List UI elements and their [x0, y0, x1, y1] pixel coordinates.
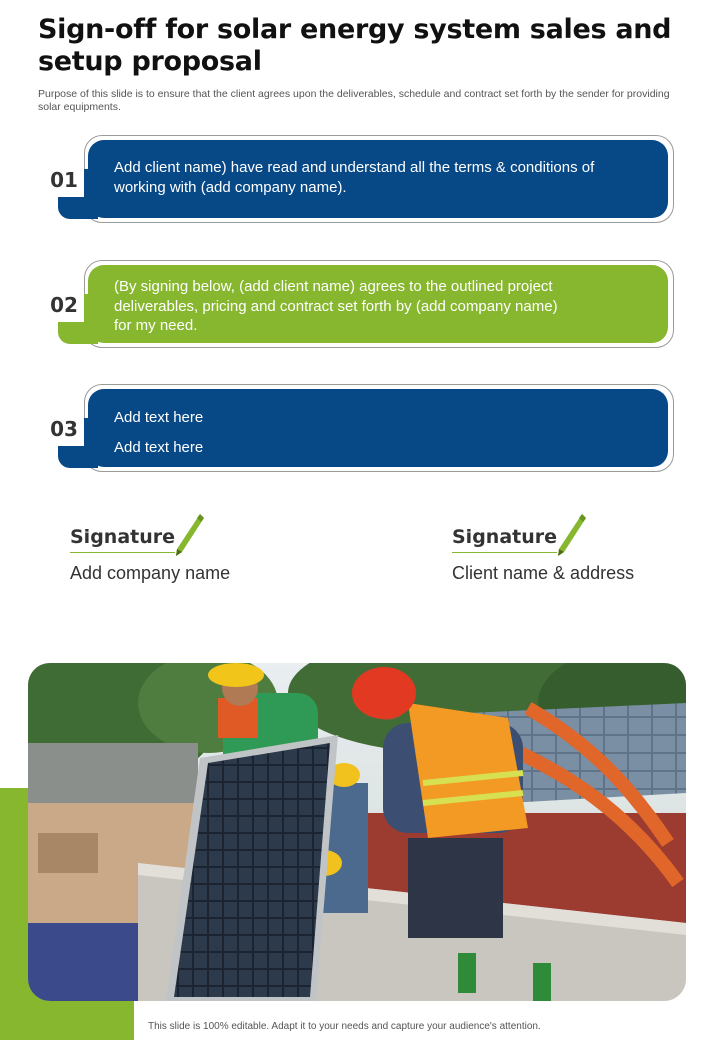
- photo-illustration: [28, 663, 686, 1001]
- page-subtitle: Purpose of this slide is to ensure that the client agrees upon the deliverables, schedule and contract set forth by the sender for providing solar equipments.: [38, 88, 670, 113]
- item-number: 03: [44, 412, 84, 446]
- signature-client: [452, 512, 720, 584]
- item-text-line: (By signing below, (add client name) agrees to the outlined project: [114, 278, 553, 295]
- signature-label: Signature: [452, 526, 557, 553]
- footer-note: This slide is 100% editable. Adapt it to your needs and capture your audience's attention.: [148, 1021, 541, 1032]
- agreement-item-1: [38, 135, 674, 225]
- pen-icon: [170, 512, 206, 558]
- signature-value[interactable]: Client name & address: [452, 563, 635, 583]
- item-number: 02: [44, 288, 84, 322]
- signature-company: [70, 512, 350, 584]
- item-text-line: Add text here: [114, 409, 204, 426]
- signature-value[interactable]: Add company name: [70, 563, 231, 583]
- item-text-line: deliverables, pricing and contract set forth by (add company name): [114, 297, 558, 315]
- signature-label: Signature: [70, 526, 175, 553]
- agreement-item-2: [38, 260, 674, 350]
- item-text-line: for my need.: [114, 317, 198, 334]
- solar-installation-photo: [28, 663, 686, 1001]
- item-text-box[interactable]: [88, 389, 668, 467]
- item-text-line: Add client name) have read and understand all the terms & conditions of: [114, 159, 595, 176]
- item-number: 01: [44, 163, 84, 197]
- page-title: Sign-off for solar energy system sales and setup proposal: [38, 14, 672, 77]
- pen-icon: [552, 512, 588, 558]
- item-text-box[interactable]: [88, 140, 668, 218]
- item-text-line: Add text here: [114, 439, 204, 456]
- item-text-box[interactable]: [88, 265, 668, 343]
- agreement-item-3: [38, 384, 674, 474]
- item-text-line: working with (add company name).: [114, 178, 347, 196]
